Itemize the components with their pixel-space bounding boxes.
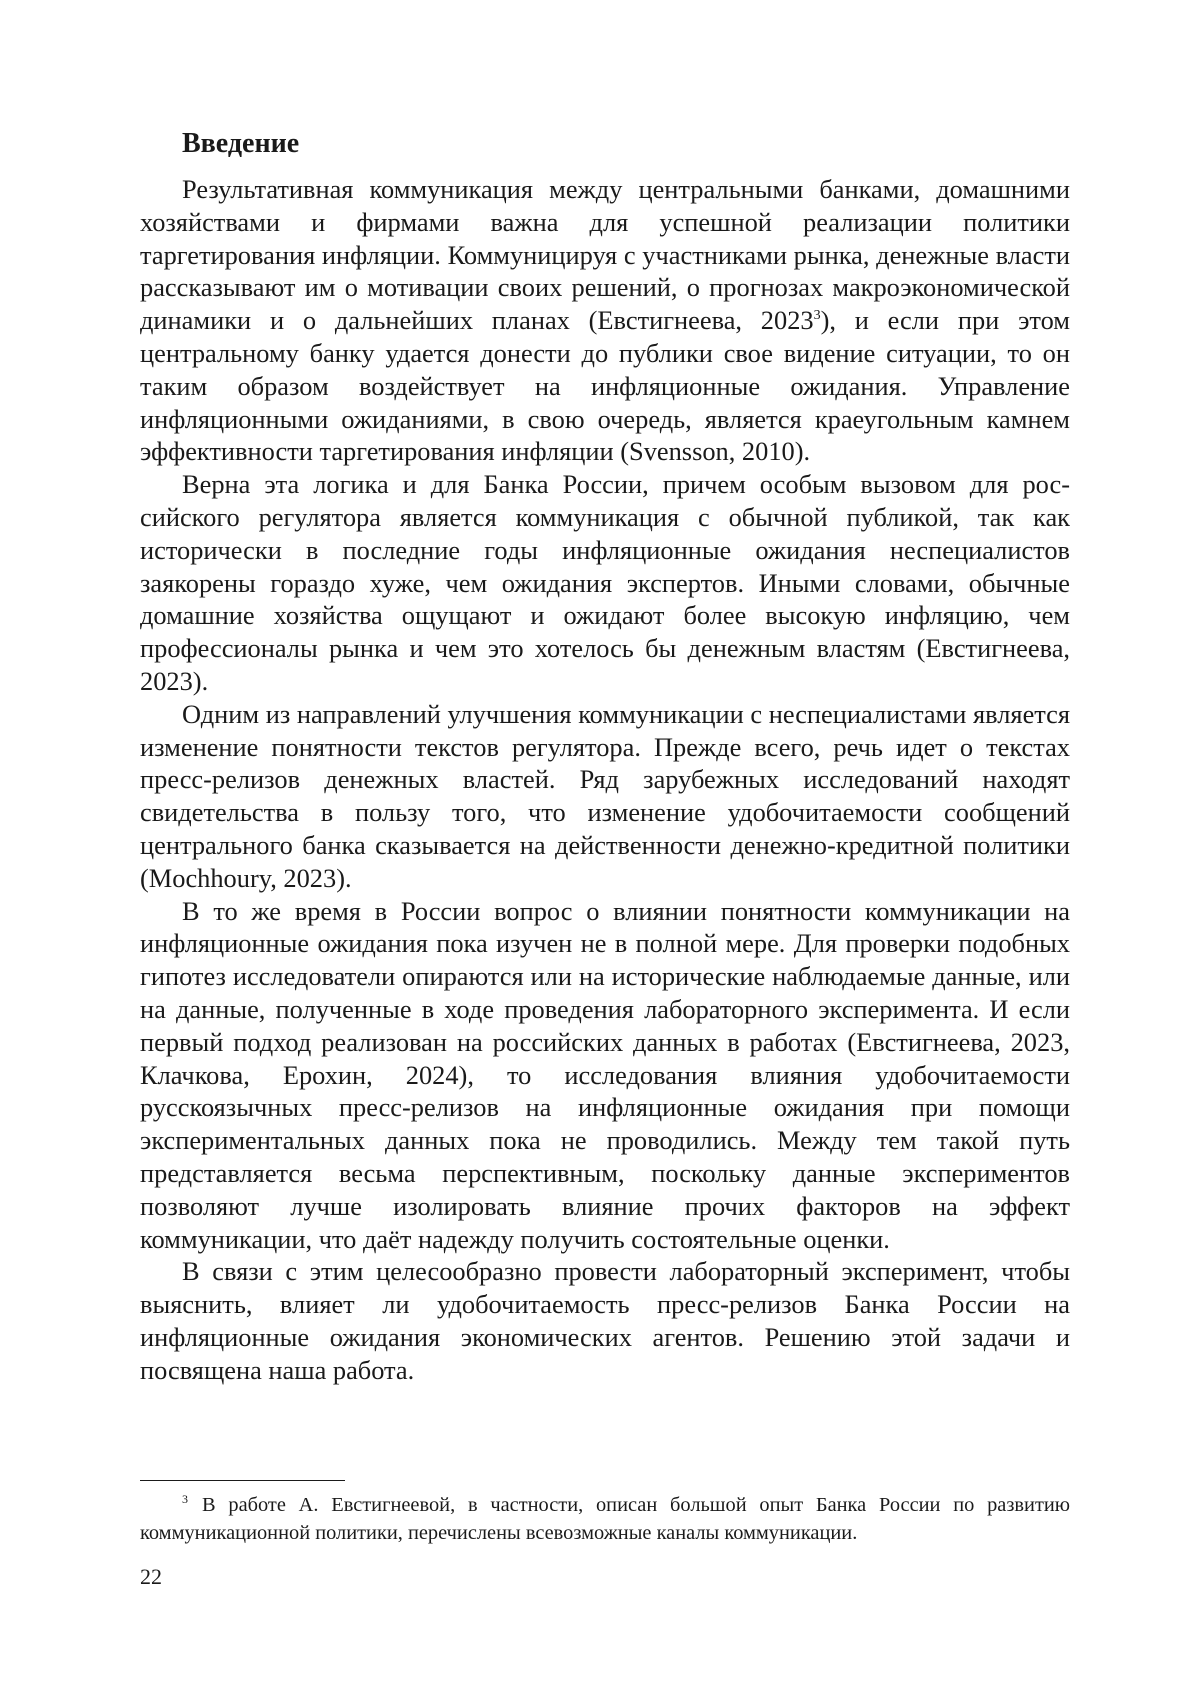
paragraph-5: В связи с этим целесообразно провести лабораторный эксперимент, чтобы выяснить, влияет ли удобочитаемость пресс-релизов Банка России на инфляционные ожидания экономических агентов. Решению этой задачи и посвящена наша работа.	[140, 1256, 1070, 1385]
paragraph-1-text-end: ), и если при этом центральному банку удается донести до публики свое видение ситуации, то он таким образом воздействует на инфляционные ожидания. Управление инфляционными ожиданиями, в свою очередь, является краеугольным камнем эффективности таргетирования инфляции (Svensson, 2010).	[140, 305, 1070, 467]
footnote-reference[interactable]: 3	[813, 308, 821, 324]
section-heading: Введение	[182, 128, 300, 159]
footnote-mark: 3	[182, 1492, 188, 1507]
paragraph-3: Одним из направлений улучшения коммуникации с неспециалистами является изменение понятности текстов регулятора. Прежде всего, речь идет о текстах пресс-релизов денежных властей. Ряд зарубежных исследований находят свидетельства в пользу того, что изменение удобочитаемости сообщений центрального банка сказывается на действенности денежно-кредитной политики (Mochhoury, 2023).	[140, 698, 1070, 893]
paragraph-2: Верна эта логика и для Банка России, причем особым вызовом для российского регулятора является коммуникация с обычной публикой, так как исторически в последние годы инфляционные ожидания неспециалистов заякорены гораздо хуже, чем ожидания экспертов. Иными словами, обычные домашние хозяйства ощущают и ожидают более высокую инфляцию, чем профессионалы рынка и чем это хотелось бы денежным властям (Евстигнеева, 2023).	[140, 469, 1070, 696]
paragraph-4: В то же время в России вопрос о влиянии понятности коммуникации на инфляционные ожидания пока изучен не в полной мере. Для проверки подобных гипотез исследователи опираются или на исторические наблюдаемые данные, или на данные, полученные в ходе проведения лабораторного эксперимента. И если первый подход реализован на российских данных в работах (Евстигнеева, 2023, Клачкова, Ерохин, 2024), то исследования влияния удобочитаемости русскоязычных пресс-релизов на инфляционные ожидания при помощи экспериментальных данных пока не проводились. Между тем такой путь представляется весьма перспективным, поскольку данные экспериментов позволяют лучше изолировать влияние прочих факторов на эффект коммуникации, что даёт надежду получить состоятельные оценки.	[140, 895, 1070, 1254]
footnote-divider	[140, 1480, 345, 1481]
paragraph-1-text-start: Результативная коммуникация между центральными банками, домашними хозяйствами и фирмами важна для успешной реализации политики таргетирования инфляции. Коммуницируя с участниками рынка, денежные власти рассказывают им о мотивации своих решений, о прогнозах макроэкономической динамики и о дальнейших планах (Евстигнеева, 2023	[140, 174, 1070, 336]
page-number: 22	[140, 1564, 162, 1589]
footnote	[140, 1491, 1070, 1547]
page-body	[140, 125, 1070, 1386]
paragraph-1	[140, 173, 1070, 468]
footnote-text: В работе А. Евстигнеевой, в частности, описан большой опыт Банка России по развитию коммуникационной политики, перечислены всевозможные каналы коммуникации.	[140, 1494, 1070, 1544]
